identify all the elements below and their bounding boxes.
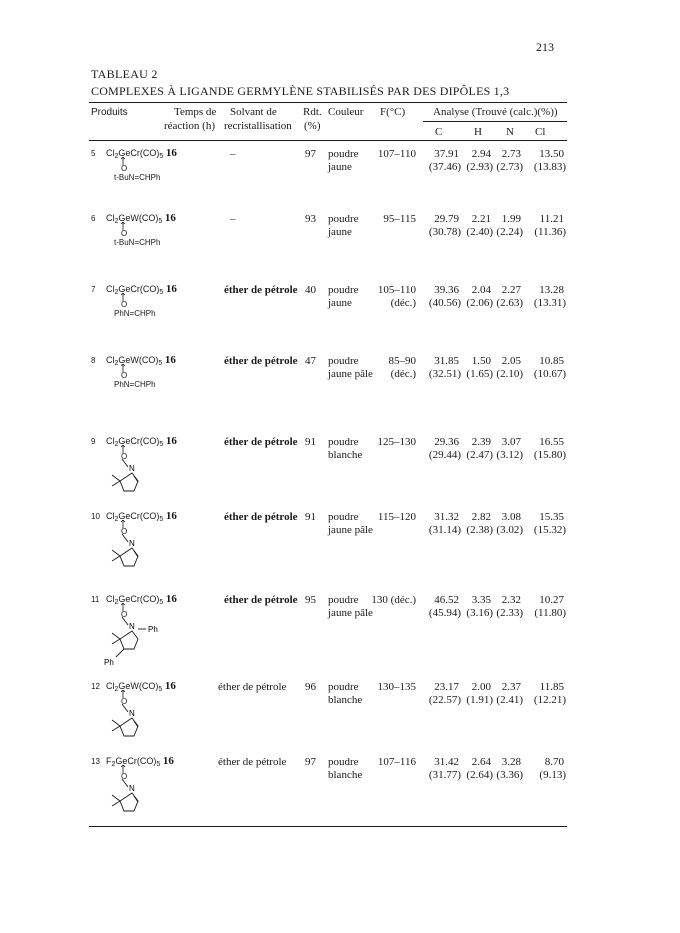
analysis-found: 2.82 xyxy=(471,511,491,523)
ligand-formula: t-BuN=CHPh xyxy=(114,238,161,247)
color-line-1: poudre xyxy=(328,756,359,768)
header-temps-1: Temps de xyxy=(174,106,217,118)
melting-point: 85–90 xyxy=(388,355,416,367)
analysis-calc: (2.33) xyxy=(496,607,523,619)
header-produits: Produits xyxy=(91,107,128,118)
reference: 16 xyxy=(164,680,176,692)
analysis-calc: (11.80) xyxy=(534,607,566,619)
yield: 96 xyxy=(305,681,316,693)
cyclic-nitrone-structure xyxy=(104,459,184,495)
color-line-2: blanche xyxy=(328,769,363,781)
header-couleur: Couleur xyxy=(328,106,364,118)
analysis-found: 29.36 xyxy=(434,436,459,448)
analysis-found: 2.00 xyxy=(471,681,491,693)
solvent: éther de pétrole xyxy=(218,681,287,693)
melting-note: (déc.) xyxy=(390,368,416,380)
analysis-calc: (37.46) xyxy=(428,161,461,173)
analysis-calc: (22.57) xyxy=(428,694,461,706)
analysis-calc: (2.93) xyxy=(466,161,493,173)
yield: 91 xyxy=(305,436,316,448)
yield: 93 xyxy=(305,213,316,225)
compound-number: 6 xyxy=(91,214,96,223)
compound-number: 8 xyxy=(91,356,96,365)
analysis-calc: (40.56) xyxy=(428,297,461,309)
analysis-calc: (31.14) xyxy=(428,524,461,536)
solvent: éther de pétrole xyxy=(224,436,298,448)
analysis-calc: (2.10) xyxy=(496,368,523,380)
reference: 16 xyxy=(165,435,177,447)
table-label: TABLEAU 2 xyxy=(91,67,158,81)
header-h: H xyxy=(474,126,482,138)
solvent: éther de pétrole xyxy=(224,511,298,523)
yield: 47 xyxy=(305,355,316,367)
ligand-oxygen: O xyxy=(121,610,128,619)
analysis-found: 16.55 xyxy=(539,436,564,448)
reference: 16 xyxy=(162,755,174,767)
analysis-found: 11.85 xyxy=(539,681,564,693)
compound-number: 5 xyxy=(91,149,96,158)
melting-point: 95–115 xyxy=(383,213,416,225)
analysis-calc: (29.44) xyxy=(428,449,461,461)
melting-note: (déc.) xyxy=(390,297,416,309)
compound-formula: $Cl_2GeCr(CO)_5$ 16 xyxy=(106,593,177,606)
solvent: – xyxy=(230,213,236,225)
ligand-oxygen: O xyxy=(121,697,128,706)
ligand-formula: PhN=CHPh xyxy=(114,380,156,389)
analysis-found: 3.35 xyxy=(471,594,491,606)
compound-formula: $Cl_2GeCr(CO)_5$ 16 xyxy=(106,435,177,448)
analysis-found: 13.50 xyxy=(539,148,564,160)
color-line-1: poudre xyxy=(328,681,359,693)
analysis-found: 2.32 xyxy=(501,594,521,606)
analysis-calc: (1.91) xyxy=(466,694,493,706)
color-line-2: jaune xyxy=(328,297,352,309)
analysis-found: 29.79 xyxy=(434,213,459,225)
reference: 16 xyxy=(164,354,176,366)
yield: 95 xyxy=(305,594,316,606)
analysis-found: 2.04 xyxy=(471,284,491,296)
analysis-found: 46.52 xyxy=(434,594,459,606)
analyse-rule xyxy=(423,121,567,122)
analysis-calc: (3.12) xyxy=(496,449,523,461)
analysis-calc: (3.02) xyxy=(496,524,523,536)
header-analyse: Analyse (Trouvé (calc.)(%)) xyxy=(433,106,558,118)
analysis-calc: (1.65) xyxy=(466,368,493,380)
solvent: – xyxy=(230,148,236,160)
analysis-calc: (15.80) xyxy=(533,449,566,461)
color-line-2: blanche xyxy=(328,449,363,461)
color-line-1: poudre xyxy=(328,213,359,225)
header-solvant-2: recristallisation xyxy=(224,120,292,132)
ligand-oxygen: O xyxy=(121,300,128,309)
reference: 16 xyxy=(165,510,177,522)
ligand-oxygen: O xyxy=(121,452,128,461)
analysis-calc: (9.13) xyxy=(539,769,566,781)
phenyl-label: Ph xyxy=(104,658,114,667)
ligand-oxygen: O xyxy=(121,527,128,536)
table-bottom-rule xyxy=(89,826,567,827)
yield: 40 xyxy=(305,284,316,296)
analysis-found: 10.27 xyxy=(539,594,564,606)
analysis-calc: (2.63) xyxy=(496,297,523,309)
nitrogen-label: N xyxy=(129,539,135,548)
melting-point: 130 (déc.) xyxy=(371,594,416,606)
compound-formula: $Cl_2GeCr(CO)_5$ 16 xyxy=(106,147,177,160)
analysis-found: 1.99 xyxy=(501,213,521,225)
analysis-calc: (10.67) xyxy=(533,368,566,380)
color-line-2: jaune pâle xyxy=(328,368,373,380)
color-line-1: poudre xyxy=(328,284,359,296)
analysis-found: 10.85 xyxy=(539,355,564,367)
cyclic-nitrone-structure xyxy=(104,617,184,669)
reference: 16 xyxy=(165,147,177,159)
nitrogen-label: N xyxy=(129,464,135,473)
analysis-calc: (2.40) xyxy=(466,226,493,238)
header-c: C xyxy=(435,126,443,138)
header-bottom-rule xyxy=(89,140,567,141)
analysis-calc: (3.36) xyxy=(496,769,523,781)
phenyl-label: Ph xyxy=(148,625,158,634)
analysis-found: 2.64 xyxy=(471,756,491,768)
compound-formula: $Cl_2GeW(CO)_5$ 16 xyxy=(106,212,176,225)
yield: 97 xyxy=(305,756,316,768)
compound-formula: $Cl_2GeW(CO)_5$ 16 xyxy=(106,680,176,693)
analysis-calc: (15.32) xyxy=(533,524,566,536)
nitrogen-label: N xyxy=(129,784,135,793)
analysis-calc: (2.06) xyxy=(466,297,493,309)
cyclic-nitrone-structure xyxy=(104,534,184,570)
analysis-found: 15.35 xyxy=(539,511,564,523)
yield: 97 xyxy=(305,148,316,160)
analysis-found: 11.21 xyxy=(539,213,564,225)
color-line-2: jaune pâle xyxy=(328,607,373,619)
melting-point: 130–135 xyxy=(377,681,416,693)
melting-point: 107–110 xyxy=(377,148,416,160)
analysis-calc: (2.64) xyxy=(466,769,493,781)
analysis-calc: (2.41) xyxy=(496,694,523,706)
compound-formula: $Cl_2GeCr(CO)_5$ 16 xyxy=(106,283,177,296)
header-rdt-2: (%) xyxy=(304,120,321,132)
analysis-calc: (2.38) xyxy=(466,524,493,536)
compound-formula: $Cl_2GeCr(CO)_5$ 16 xyxy=(106,510,177,523)
analysis-calc: (30.78) xyxy=(428,226,461,238)
analysis-found: 8.70 xyxy=(544,756,564,768)
analysis-calc: (13.83) xyxy=(533,161,566,173)
color-line-2: jaune pâle xyxy=(328,524,373,536)
cyclic-nitrone-structure xyxy=(104,779,184,815)
color-line-1: poudre xyxy=(328,355,359,367)
analysis-calc: (45.94) xyxy=(428,607,461,619)
table-title: COMPLEXES À LIGANDE GERMYLÈNE STABILISÉS PAR DES DIPÔLES 1,3 xyxy=(91,84,510,98)
page-number: 213 xyxy=(536,40,554,54)
reference: 16 xyxy=(165,593,177,605)
compound-formula: $F_2GeCr(CO)_5$ 16 xyxy=(106,755,174,768)
color-line-1: poudre xyxy=(328,148,359,160)
ligand-oxygen: O xyxy=(121,772,128,781)
ligand-oxygen: O xyxy=(121,164,128,173)
reference: 16 xyxy=(165,283,177,295)
compound-number: 9 xyxy=(91,437,96,446)
analysis-found: 3.28 xyxy=(501,756,521,768)
color-line-2: jaune xyxy=(328,161,352,173)
nitrogen-label: N xyxy=(129,622,135,631)
compound-number: 12 xyxy=(91,682,100,691)
analysis-found: 37.91 xyxy=(434,148,459,160)
reference: 16 xyxy=(164,212,176,224)
melting-point: 105–110 xyxy=(377,284,416,296)
ligand-oxygen: O xyxy=(121,229,128,238)
table-top-rule xyxy=(89,102,567,103)
analysis-found: 2.39 xyxy=(471,436,491,448)
analysis-calc: (11.36) xyxy=(534,226,566,238)
analysis-found: 2.05 xyxy=(501,355,521,367)
analysis-found: 31.85 xyxy=(434,355,459,367)
analysis-calc: (32.51) xyxy=(428,368,461,380)
analysis-found: 2.37 xyxy=(501,681,521,693)
header-temps-2: réaction (h) xyxy=(164,120,215,132)
analysis-found: 2.21 xyxy=(471,213,491,225)
analysis-calc: (13.31) xyxy=(533,297,566,309)
color-line-2: jaune xyxy=(328,226,352,238)
color-line-2: blanche xyxy=(328,694,363,706)
ligand-formula: PhN=CHPh xyxy=(114,309,156,318)
color-line-1: poudre xyxy=(328,511,359,523)
color-line-1: poudre xyxy=(328,436,359,448)
yield: 91 xyxy=(305,511,316,523)
cyclic-nitrone-structure xyxy=(104,704,184,740)
header-rdt-1: Rdt. xyxy=(303,106,322,118)
analysis-found: 3.07 xyxy=(501,436,521,448)
compound-number: 7 xyxy=(91,285,96,294)
analysis-calc: (3.16) xyxy=(466,607,493,619)
analysis-calc: (31.77) xyxy=(428,769,461,781)
header-cl: Cl xyxy=(535,126,546,138)
compound-number: 11 xyxy=(91,595,100,604)
solvent: éther de pétrole xyxy=(224,594,298,606)
analysis-found: 23.17 xyxy=(434,681,459,693)
analysis-found: 2.73 xyxy=(501,148,521,160)
analysis-found: 13.28 xyxy=(539,284,564,296)
solvent: éther de pétrole xyxy=(218,756,287,768)
header-fusion: F(°C) xyxy=(380,106,406,118)
melting-point: 125–130 xyxy=(377,436,416,448)
melting-point: 115–120 xyxy=(377,511,416,523)
header-n: N xyxy=(506,126,514,138)
analysis-calc: (2.73) xyxy=(496,161,523,173)
compound-number: 13 xyxy=(91,757,100,766)
color-line-1: poudre xyxy=(328,594,359,606)
ligand-formula: t-BuN=CHPh xyxy=(114,173,161,182)
nitrogen-label: N xyxy=(129,709,135,718)
analysis-found: 2.94 xyxy=(471,148,491,160)
melting-point: 107–116 xyxy=(377,756,416,768)
analysis-found: 1.50 xyxy=(471,355,491,367)
header-solvant-1: Solvant de xyxy=(230,106,277,118)
analysis-found: 31.42 xyxy=(434,756,459,768)
solvent: éther de pétrole xyxy=(224,284,298,296)
analysis-found: 31.32 xyxy=(434,511,459,523)
analysis-calc: (2.47) xyxy=(466,449,493,461)
analysis-found: 39.36 xyxy=(434,284,459,296)
analysis-found: 3.08 xyxy=(501,511,521,523)
analysis-calc: (2.24) xyxy=(496,226,523,238)
analysis-found: 2.27 xyxy=(501,284,521,296)
solvent: éther de pétrole xyxy=(224,355,298,367)
analysis-calc: (12.21) xyxy=(533,694,566,706)
compound-number: 10 xyxy=(91,512,100,521)
compound-formula: $Cl_2GeW(CO)_5$ 16 xyxy=(106,354,176,367)
ligand-oxygen: O xyxy=(121,371,128,380)
